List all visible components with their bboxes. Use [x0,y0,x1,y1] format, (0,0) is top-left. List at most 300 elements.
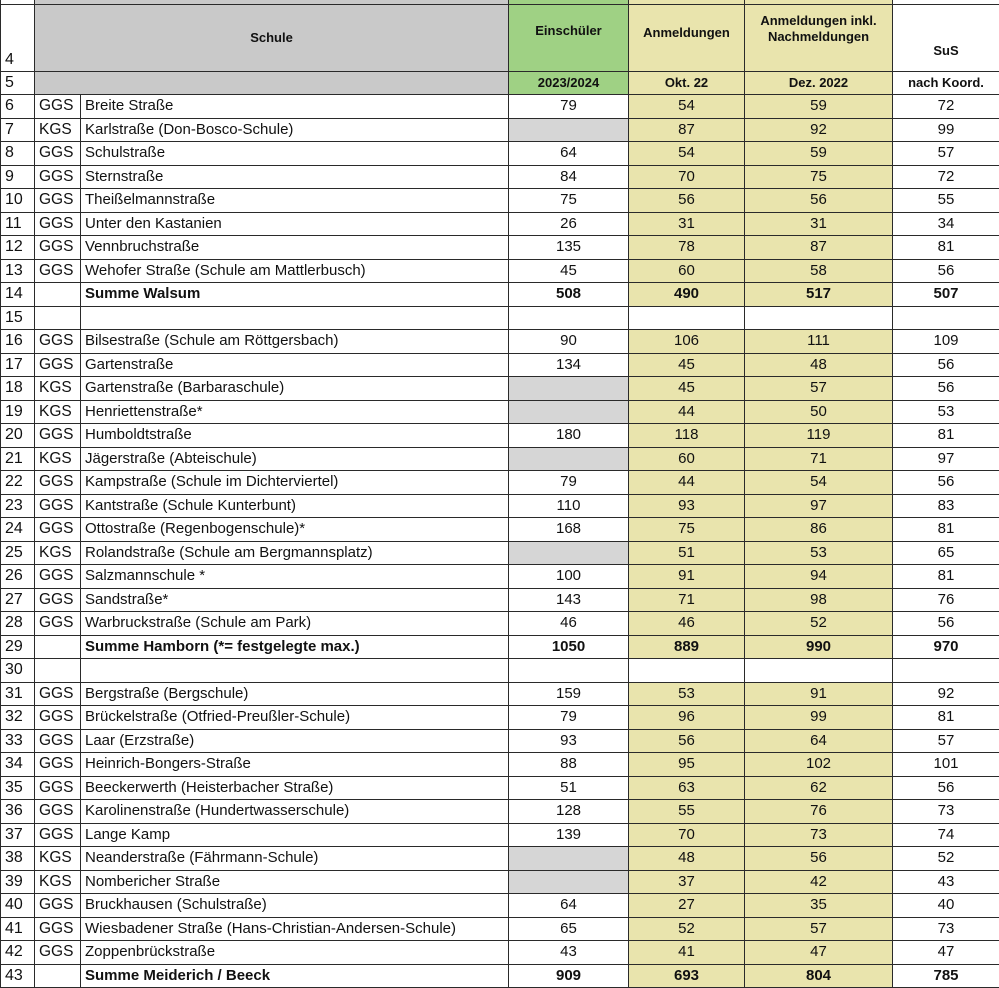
anmeldungen-value: 87 [629,118,745,142]
einschueler-value: 134 [509,353,629,377]
sus-value: 53 [893,400,999,424]
school-type: GGS [35,165,81,189]
header-row-2 [1,72,999,95]
school-type: KGS [35,377,81,401]
einschueler-value: 79 [509,95,629,119]
school-type: GGS [35,353,81,377]
header-einschueler [509,5,629,72]
einschueler-value: 26 [509,212,629,236]
sus-value: 56 [893,353,999,377]
table-row [1,941,999,965]
table-row [1,729,999,753]
table-row [1,823,999,847]
sus-value: 57 [893,729,999,753]
einschueler-value [509,400,629,424]
school-name: Rolandstraße (Schule am Bergmannsplatz) [81,541,509,565]
sus-value: 81 [893,565,999,589]
row-number: 35 [1,776,35,800]
nachmeldungen-value: 86 [745,518,893,542]
anmeldungen-value: 91 [629,565,745,589]
school-type: GGS [35,259,81,283]
sus-value: 76 [893,588,999,612]
anmeldungen-value: 889 [629,635,745,659]
school-name: Henriettenstraße* [81,400,509,424]
table-row [1,189,999,213]
row-number: 28 [1,612,35,636]
school-name: Wehofer Straße (Schule am Mattlerbusch) [81,259,509,283]
school-name: Jägerstraße (Abteischule) [81,447,509,471]
school-name: Bruckhausen (Schulstraße) [81,894,509,918]
row-number-header [1,5,35,72]
header-nachmeldungen-top: Anmeldungen inkl. Nachmeldungen [749,13,888,45]
school-type: GGS [35,894,81,918]
row-number: 41 [1,917,35,941]
row-number: 39 [1,870,35,894]
row-number: 15 [1,306,35,330]
header-schule-label: Schule [250,30,293,45]
header-nachmeldungen-bottom: Dez. 2022 [745,72,893,95]
sus-value: 56 [893,377,999,401]
nachmeldungen-value: 102 [745,753,893,777]
row-number: 38 [1,847,35,871]
school-type [35,306,81,330]
nachmeldungen-value: 31 [745,212,893,236]
table-row [1,494,999,518]
table-row [1,541,999,565]
nachmeldungen-value: 35 [745,894,893,918]
header-schule-sub [35,72,509,95]
einschueler-value: 909 [509,964,629,988]
anmeldungen-value: 53 [629,682,745,706]
nachmeldungen-value: 87 [745,236,893,260]
row-number: 43 [1,964,35,988]
row-number: 21 [1,447,35,471]
school-type: GGS [35,494,81,518]
sus-value: 72 [893,95,999,119]
einschueler-value: 88 [509,753,629,777]
nachmeldungen-value: 59 [745,95,893,119]
school-name: Wiesbadener Straße (Hans-Christian-Andersen-Schule) [81,917,509,941]
nachmeldungen-value: 50 [745,400,893,424]
nachmeldungen-value: 54 [745,471,893,495]
school-type: GGS [35,588,81,612]
table-row [1,682,999,706]
school-name: Ottostraße (Regenbogenschule)* [81,518,509,542]
nachmeldungen-value: 56 [745,847,893,871]
school-name: Kampstraße (Schule im Dichterviertel) [81,471,509,495]
header-sus-top: SuS [897,43,995,59]
nachmeldungen-value: 59 [745,142,893,166]
anmeldungen-value: 41 [629,941,745,965]
school-type: GGS [35,424,81,448]
nachmeldungen-value: 71 [745,447,893,471]
anmeldungen-value: 96 [629,706,745,730]
school-name: Karolinenstraße (Hundertwasserschule) [81,800,509,824]
sus-value: 81 [893,236,999,260]
school-type [35,635,81,659]
nachmeldungen-value: 111 [745,330,893,354]
table-row [1,212,999,236]
school-name: Warbruckstraße (Schule am Park) [81,612,509,636]
school-type: KGS [35,541,81,565]
anmeldungen-value: 70 [629,165,745,189]
header-row [1,5,999,72]
school-type: GGS [35,212,81,236]
row-number: 10 [1,189,35,213]
table-row [1,588,999,612]
einschueler-value [509,541,629,565]
school-type: GGS [35,565,81,589]
row-number: 33 [1,729,35,753]
einschueler-value: 110 [509,494,629,518]
anmeldungen-value: 55 [629,800,745,824]
sus-value [893,659,999,683]
nachmeldungen-value: 73 [745,823,893,847]
anmeldungen-value [629,306,745,330]
sus-value: 52 [893,847,999,871]
header-anmeldungen-top: Anmeldungen [633,25,740,41]
school-type: KGS [35,118,81,142]
sus-value: 970 [893,635,999,659]
einschueler-value: 64 [509,142,629,166]
anmeldungen-value: 93 [629,494,745,518]
sus-value [893,306,999,330]
nachmeldungen-value: 75 [745,165,893,189]
school-name: Summe Meiderich / Beeck [81,964,509,988]
sus-value: 73 [893,917,999,941]
sus-value: 101 [893,753,999,777]
school-type: GGS [35,776,81,800]
spacer-row [1,306,999,330]
row-number: 40 [1,894,35,918]
einschueler-value [509,659,629,683]
header-nachmeldungen [745,5,893,72]
einschueler-value: 51 [509,776,629,800]
nachmeldungen-value: 119 [745,424,893,448]
row-number: 25 [1,541,35,565]
nachmeldungen-value: 99 [745,706,893,730]
einschueler-value: 159 [509,682,629,706]
school-name: Vennbruchstraße [81,236,509,260]
school-type: GGS [35,330,81,354]
nachmeldungen-value: 76 [745,800,893,824]
anmeldungen-value: 60 [629,447,745,471]
school-type: GGS [35,95,81,119]
school-name: Unter den Kastanien [81,212,509,236]
anmeldungen-value: 44 [629,400,745,424]
nachmeldungen-value: 94 [745,565,893,589]
anmeldungen-value: 31 [629,212,745,236]
row-number: 18 [1,377,35,401]
table-row [1,236,999,260]
einschueler-value [509,447,629,471]
table-row [1,400,999,424]
school-name: Brückelstraße (Otfried-Preußler-Schule) [81,706,509,730]
anmeldungen-value: 75 [629,518,745,542]
sus-value: 56 [893,259,999,283]
school-name: Sternstraße [81,165,509,189]
school-name: Gartenstraße [81,353,509,377]
school-name: Beeckerwerth (Heisterbacher Straße) [81,776,509,800]
row-number-5: 5 [1,72,35,95]
einschueler-value: 139 [509,823,629,847]
row-number: 11 [1,212,35,236]
einschueler-value [509,306,629,330]
anmeldungen-value: 106 [629,330,745,354]
row-number: 30 [1,659,35,683]
school-name: Breite Straße [81,95,509,119]
row-number: 26 [1,565,35,589]
anmeldungen-value [629,659,745,683]
row-number: 32 [1,706,35,730]
school-name [81,659,509,683]
table-row [1,800,999,824]
table-row [1,424,999,448]
school-type: GGS [35,471,81,495]
school-type [35,659,81,683]
school-type: GGS [35,682,81,706]
school-name: Kantstraße (Schule Kunterbunt) [81,494,509,518]
nachmeldungen-value: 92 [745,118,893,142]
sus-value: 65 [893,541,999,565]
row-number: 42 [1,941,35,965]
row-number-4: 4 [5,49,30,71]
anmeldungen-value: 78 [629,236,745,260]
nachmeldungen-value: 56 [745,189,893,213]
table-row [1,706,999,730]
sus-value: 81 [893,706,999,730]
anmeldungen-value: 118 [629,424,745,448]
nachmeldungen-value: 62 [745,776,893,800]
sus-value: 73 [893,800,999,824]
school-type: GGS [35,518,81,542]
school-type: KGS [35,870,81,894]
nachmeldungen-value: 91 [745,682,893,706]
school-name: Karlstraße (Don-Bosco-Schule) [81,118,509,142]
anmeldungen-value: 54 [629,95,745,119]
row-number: 24 [1,518,35,542]
sus-value: 56 [893,612,999,636]
row-number: 16 [1,330,35,354]
table-row [1,447,999,471]
table-row [1,95,999,119]
einschueler-value: 45 [509,259,629,283]
anmeldungen-value: 54 [629,142,745,166]
nachmeldungen-value: 517 [745,283,893,307]
anmeldungen-value: 63 [629,776,745,800]
row-number: 13 [1,259,35,283]
school-name: Nombericher Straße [81,870,509,894]
nachmeldungen-value: 98 [745,588,893,612]
row-number: 20 [1,424,35,448]
anmeldungen-value: 56 [629,189,745,213]
school-type: GGS [35,800,81,824]
row-number: 12 [1,236,35,260]
row-number: 34 [1,753,35,777]
einschueler-value [509,118,629,142]
school-name: Laar (Erzstraße) [81,729,509,753]
spacer-row [1,659,999,683]
table-row [1,353,999,377]
einschueler-value: 135 [509,236,629,260]
school-name: Salzmannschule * [81,565,509,589]
anmeldungen-value: 56 [629,729,745,753]
school-name: Schulstraße [81,142,509,166]
school-name: Lange Kamp [81,823,509,847]
row-number: 9 [1,165,35,189]
einschueler-value: 508 [509,283,629,307]
nachmeldungen-value [745,306,893,330]
table-row [1,377,999,401]
anmeldungen-value: 45 [629,353,745,377]
nachmeldungen-value: 804 [745,964,893,988]
anmeldungen-value: 51 [629,541,745,565]
nachmeldungen-value: 57 [745,917,893,941]
nachmeldungen-value: 42 [745,870,893,894]
school-type: GGS [35,917,81,941]
einschueler-value: 65 [509,917,629,941]
row-number: 29 [1,635,35,659]
table-row [1,330,999,354]
header-anmeldungen [629,5,745,72]
nachmeldungen-value: 48 [745,353,893,377]
row-number: 22 [1,471,35,495]
nachmeldungen-value: 990 [745,635,893,659]
table-row [1,142,999,166]
school-name: Gartenstraße (Barbaraschule) [81,377,509,401]
einschueler-value: 43 [509,941,629,965]
anmeldungen-value: 52 [629,917,745,941]
row-number: 19 [1,400,35,424]
sus-value: 97 [893,447,999,471]
table-row [1,118,999,142]
einschueler-value: 180 [509,424,629,448]
anmeldungen-value: 95 [629,753,745,777]
row-number: 27 [1,588,35,612]
sus-value: 56 [893,776,999,800]
header-einschueler-bottom: 2023/2024 [509,72,629,95]
row-number: 17 [1,353,35,377]
table-row [1,518,999,542]
table-row [1,894,999,918]
sus-value: 785 [893,964,999,988]
school-type: GGS [35,753,81,777]
school-type: KGS [35,447,81,471]
table-row [1,165,999,189]
school-name: Theißelmannstraße [81,189,509,213]
row-number: 6 [1,95,35,119]
school-type: GGS [35,236,81,260]
summary-row [1,283,999,307]
einschueler-value [509,377,629,401]
school-type: GGS [35,941,81,965]
school-type: KGS [35,847,81,871]
sus-value: 99 [893,118,999,142]
table-row [1,847,999,871]
header-sus [893,5,999,72]
school-type: GGS [35,706,81,730]
sus-value: 72 [893,165,999,189]
sus-value: 507 [893,283,999,307]
row-number: 8 [1,142,35,166]
sus-value: 92 [893,682,999,706]
einschueler-value: 143 [509,588,629,612]
anmeldungen-value: 48 [629,847,745,871]
school-name: Summe Walsum [81,283,509,307]
einschueler-value: 168 [509,518,629,542]
anmeldungen-value: 490 [629,283,745,307]
anmeldungen-value: 693 [629,964,745,988]
school-name: Bergstraße (Bergschule) [81,682,509,706]
school-type [35,283,81,307]
anmeldungen-value: 27 [629,894,745,918]
sus-value: 83 [893,494,999,518]
nachmeldungen-value: 97 [745,494,893,518]
nachmeldungen-value: 57 [745,377,893,401]
sus-value: 40 [893,894,999,918]
nachmeldungen-value [745,659,893,683]
school-type: GGS [35,729,81,753]
einschueler-value: 100 [509,565,629,589]
row-number: 37 [1,823,35,847]
einschueler-value: 93 [509,729,629,753]
einschueler-value: 90 [509,330,629,354]
header-schule [35,5,509,72]
einschueler-value [509,847,629,871]
anmeldungen-value: 60 [629,259,745,283]
einschueler-value: 128 [509,800,629,824]
sus-value: 34 [893,212,999,236]
table-row [1,753,999,777]
table-row [1,917,999,941]
row-number: 31 [1,682,35,706]
sus-value: 55 [893,189,999,213]
einschueler-value: 79 [509,706,629,730]
sus-value: 57 [893,142,999,166]
einschueler-value: 75 [509,189,629,213]
school-type: KGS [35,400,81,424]
school-type: GGS [35,823,81,847]
header-einschueler-top: Einschüler [513,23,624,39]
header-sus-bottom: nach Koord. [893,72,999,95]
einschueler-value: 84 [509,165,629,189]
school-type [35,964,81,988]
school-name: Bilsestraße (Schule am Röttgersbach) [81,330,509,354]
nachmeldungen-value: 58 [745,259,893,283]
school-name: Summe Hamborn (*= festgelegte max.) [81,635,509,659]
row-number: 36 [1,800,35,824]
school-name: Humboldtstraße [81,424,509,448]
school-name: Heinrich-Bongers-Straße [81,753,509,777]
sus-value: 81 [893,424,999,448]
table-row [1,259,999,283]
sus-value: 74 [893,823,999,847]
summary-row [1,635,999,659]
school-type: GGS [35,612,81,636]
header-anmeldungen-bottom: Okt. 22 [629,72,745,95]
school-name [81,306,509,330]
table-row [1,776,999,800]
row-number: 23 [1,494,35,518]
einschueler-value [509,870,629,894]
table-row [1,565,999,589]
sus-value: 43 [893,870,999,894]
school-name: Sandstraße* [81,588,509,612]
school-type: GGS [35,189,81,213]
table-row [1,612,999,636]
nachmeldungen-value: 64 [745,729,893,753]
summary-row [1,964,999,988]
